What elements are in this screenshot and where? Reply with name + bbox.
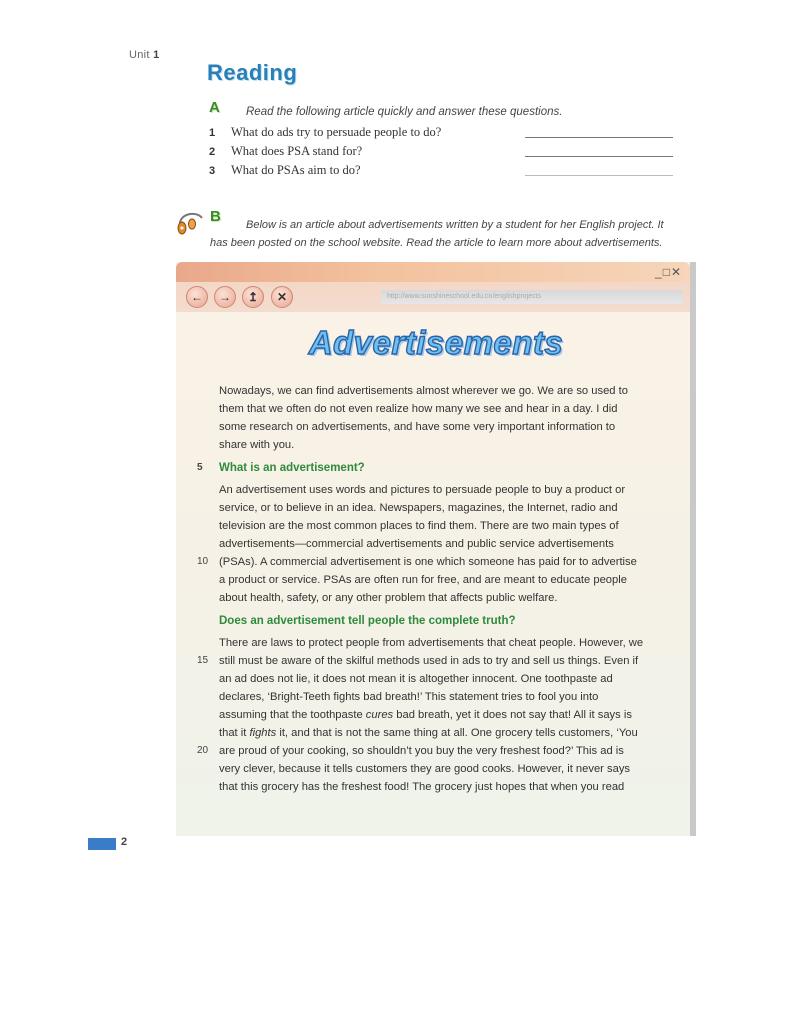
unit-label: Unit 1 [129, 49, 160, 61]
paragraph-2: There are laws to protect people from advertisements that cheat people. However, we 15 still must be aware of the skilful methods used in ads to try and sell us things. Even if an ad does not lie, it does not mean it is altogether innocent. One toothpaste ad declares, ‘Bright-Teeth fights bad breath!’ This statement tries to fool you into assuming that the toothpaste cures bad breath, yet it does not say that! All it says is that it fights it, and that is not the same thing at all. One grocery tells customers, ‘You 20 are proud of your cooking, so shouldn’t you buy the very freshest food?’ This ad is very clever, because it tells customers they are good cooks. However, it never says that this grocery has the freshest food! The grocery just hopes that when you read [197, 637, 644, 793]
line-number-5: 5 [197, 462, 203, 473]
section-a-badge: A [209, 99, 220, 116]
section-a-instruction: Read the following article quickly and answer these questions. [246, 106, 563, 118]
paragraph-1: An advertisement uses words and pictures to persuade people to buy a product or service, or to believe in an idea. Newspapers, magazines, the Internet, radio and television are the most common places to find them. There are two main types of advertisements—commercial advertisements and public service advertisements 10 (PSAs). A commercial advertisement is one which someone has paid for to advertise a product or service. PSAs are often run for free, and are meant to educate people about health, safety, or any other problem that affects public welfare. [197, 484, 637, 604]
window-controls[interactable]: _□✕ [655, 265, 682, 279]
answer-line-1[interactable] [525, 137, 673, 138]
forward-icon[interactable]: → [214, 286, 236, 308]
heading-complete-truth: Does an advertisement tell people the complete truth? [219, 615, 516, 627]
close-icon[interactable]: ✕ [271, 286, 293, 308]
question-3: 3 What do PSAs aim to do? [209, 163, 361, 177]
line-number-15: 15 [197, 655, 209, 666]
line-number-10: 10 [197, 556, 209, 567]
section-b-badge: B [210, 208, 221, 225]
headphones-icon [176, 208, 206, 241]
heading-what-is-ad: 5 What is an advertisement? [219, 459, 679, 477]
window-titlebar [176, 262, 690, 282]
page-title: Reading [207, 60, 298, 85]
address-bar[interactable]: http://www.sunshineschool.edu.cn/englishprojects [381, 290, 683, 304]
answer-line-3[interactable] [525, 175, 673, 176]
article-body [197, 382, 679, 801]
question-1: 1 What do ads try to persuade people to do? [209, 125, 442, 139]
page-number: 2 [121, 836, 128, 848]
back-icon[interactable]: ← [186, 286, 208, 308]
line-number-20: 20 [197, 745, 209, 756]
intro-paragraph: Nowadays, we can find advertisements almost wherever we go. We are so used to them that we often do not even realize how many we see and hear in a day. I did some research on advertisements, and have some very important information to share with you. [219, 385, 628, 451]
up-icon[interactable]: ↥ [242, 286, 264, 308]
answer-line-2[interactable] [525, 156, 673, 157]
page-tab [88, 838, 116, 850]
question-2: 2 What does PSA stand for? [209, 144, 363, 158]
article-headline: Advertisements [308, 324, 564, 361]
browser-toolbar [176, 282, 690, 312]
browser-window [176, 262, 696, 836]
section-b-instruction: Below is an article about advertisements written by a student for her English project. It has been posted on the school website. Read the article to learn more about advertisements. [210, 219, 664, 249]
